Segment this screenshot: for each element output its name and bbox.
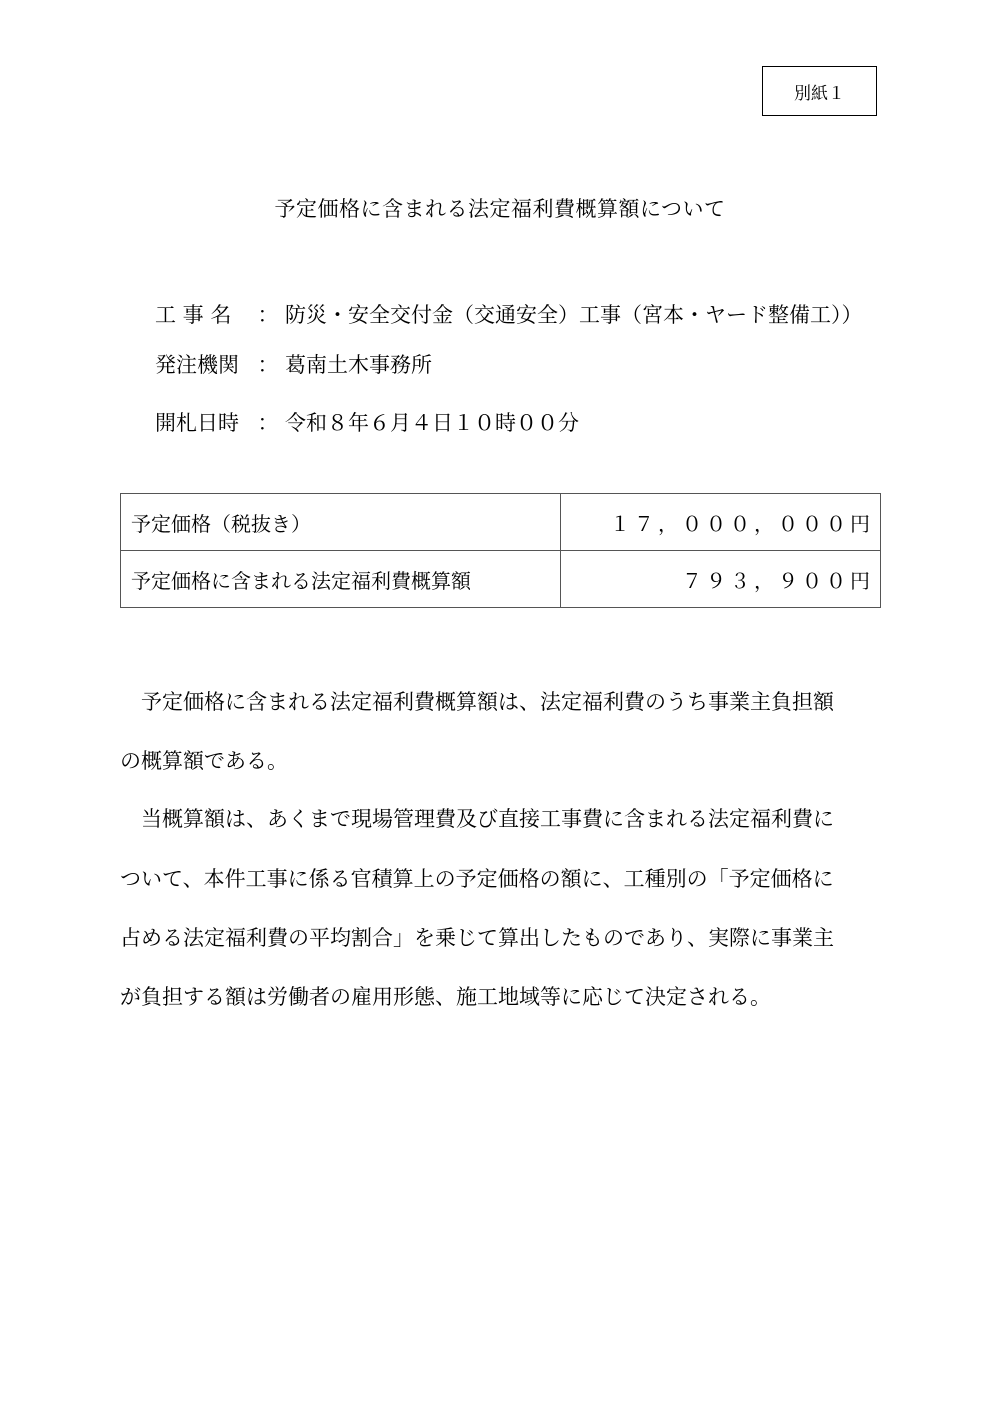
opening-datetime-value: 令和８年６月４日１０時００分	[285, 411, 579, 435]
orderer-label: 発注機関	[155, 353, 239, 377]
planned-price-label: 予定価格（税抜き）	[121, 494, 561, 551]
info-row-opening	[155, 408, 579, 438]
table-row	[121, 551, 881, 608]
body-line: の概算額である。	[120, 749, 288, 773]
attachment-badge-label: 別紙１	[794, 83, 845, 104]
body-line: が負担する額は労働者の雇用形態、施工地域等に応じて決定される。	[120, 985, 771, 1009]
amount-table	[120, 493, 881, 608]
body-line: 予定価格に含まれる法定福利費概算額は、法定福利費のうち事業主負担額	[120, 690, 834, 714]
attachment-badge	[762, 66, 877, 116]
opening-datetime-label: 開札日時	[155, 411, 239, 435]
construction-name-label: 工 事 名	[155, 303, 232, 327]
welfare-cost-value: ７９３，９００円	[561, 551, 881, 608]
construction-name-colon: ：	[257, 303, 279, 327]
orderer-value: 葛南土木事務所	[285, 353, 432, 377]
info-row-construction	[155, 300, 863, 330]
document-title: 予定価格に含まれる法定福利費概算額について	[274, 197, 726, 221]
body-line: 占める法定福利費の平均割合」を乗じて算出したものであり、実際に事業主	[120, 926, 834, 950]
construction-name-value: 防災・安全交付金（交通安全）工事（宮本・ヤード整備工））	[285, 303, 863, 327]
info-row-orderer	[155, 350, 432, 380]
planned-price-value: １７，０００，０００円	[561, 494, 881, 551]
welfare-cost-label: 予定価格に含まれる法定福利費概算額	[121, 551, 561, 608]
orderer-colon: ：	[257, 353, 279, 377]
body-line: 当概算額は、あくまで現場管理費及び直接工事費に含まれる法定福利費に	[120, 807, 834, 831]
opening-datetime-colon: ：	[257, 411, 279, 435]
body-line: ついて、本件工事に係る官積算上の予定価格の額に、工種別の「予定価格に	[120, 867, 834, 891]
table-row	[121, 494, 881, 551]
